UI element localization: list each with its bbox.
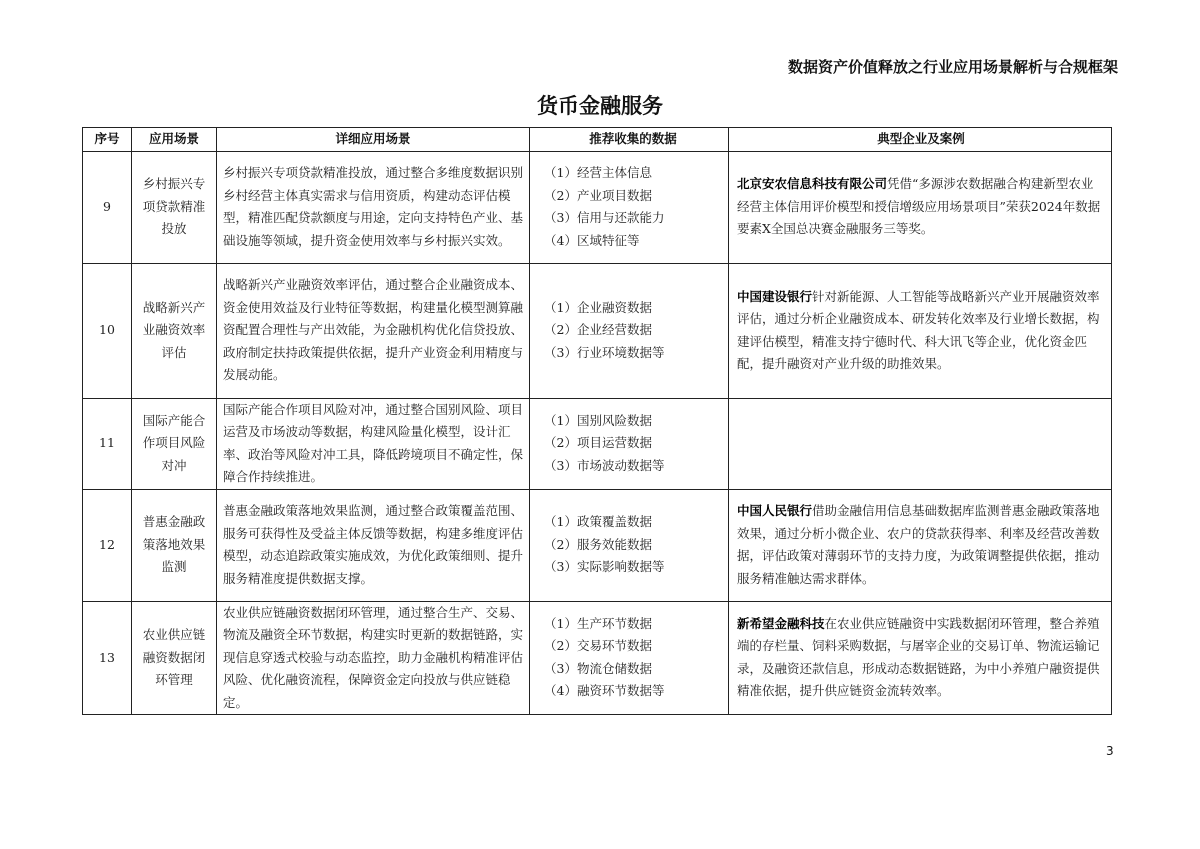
detail-cell: 普惠金融政策落地效果监测，通过整合政策覆盖范围、服务可获得性及受益主体反馈等数据，构建多维度评估模型，动态追踪政策实施成效，为优化政策细则、提升服务精准度提供数据支撑。 xyxy=(217,489,530,601)
data-cell xyxy=(530,398,729,489)
table-row xyxy=(83,151,1112,263)
case-cell xyxy=(729,489,1112,601)
company-name: 中国建设银行 xyxy=(737,288,813,304)
row-number: 11 xyxy=(83,398,132,489)
data-cell xyxy=(530,263,729,398)
company-name: 中国人民银行 xyxy=(737,503,813,518)
scene-cell: 普惠金融政策落地效果监测 xyxy=(132,489,217,601)
scenario-table xyxy=(82,127,1112,715)
data-item: （4）融资环节数据等 xyxy=(544,683,665,699)
detail-cell: 乡村振兴专项贷款精准投放，通过整合多维度数据识别乡村经营主体真实需求与信用资质，构建动态评估模型，精准匹配贷款额度与用途，定向支持特色产业、基础设施等领域，提升资金使用效率与乡村振兴实效。 xyxy=(217,151,530,263)
data-item: （3）信用与还款能力 xyxy=(544,210,665,225)
case-text: 针对新能源、人工智能等战略新兴产业开展融资效率评估，通过分析企业融资成本、研发转化效率及行业增长数据，构建评估模型，精准支持宁德时代、科大讯飞等企业，优化资金匹配，提升融资对产业升级的助推效果。 xyxy=(737,288,1100,371)
detail-cell: 战略新兴产业融资效率评估，通过整合企业融资成本、资金使用效益及行业特征等数据，构建量化模型测算融资配置合理性与产出效能，为金融机构优化信贷投放、政府制定扶持政策提供依据，提升产业资金利用精度与发展动能。 xyxy=(217,263,530,398)
scene-cell: 国际产能合作项目风险对冲 xyxy=(132,398,217,489)
data-item: （2）企业经营数据 xyxy=(544,322,652,338)
case-cell xyxy=(729,151,1112,263)
table-row xyxy=(83,263,1112,398)
header-scene: 应用场景 xyxy=(132,128,217,152)
detail-cell: 国际产能合作项目风险对冲，通过整合国别风险、项目运营及市场波动等数据，构建风险量化模型，设计汇率、政治等风险对冲工具，降低跨境项目不确定性，保障合作持续推进。 xyxy=(217,398,530,489)
data-item: （2）项目运营数据 xyxy=(544,435,652,451)
case-cell xyxy=(729,601,1112,715)
data-item: （2）产业项目数据 xyxy=(544,187,652,203)
data-item: （1）企业融资数据 xyxy=(544,299,652,315)
case-text: 在农业供应链融资中实践数据闭环管理，整合养殖端的存栏量、饲料采购数据，与屠宰企业的交易订单、物流运输记录，及融资还款信息，形成动态数据链路，为中小养殖户融资提供精准依据，提升供应链资金流转效率。 xyxy=(737,615,1100,699)
data-item: （3）实际影响数据等 xyxy=(544,559,665,575)
page-number: 3 xyxy=(1106,744,1114,758)
header-no: 序号 xyxy=(83,128,132,152)
case-cell xyxy=(729,263,1112,398)
data-cell xyxy=(530,489,729,601)
table-header-row xyxy=(83,128,1112,152)
data-item: （2）服务效能数据 xyxy=(544,536,652,552)
data-cell xyxy=(530,151,729,263)
row-number: 9 xyxy=(83,151,132,263)
header-detail: 详细应用场景 xyxy=(217,128,530,152)
header-data: 推荐收集的数据 xyxy=(530,128,729,152)
case-cell xyxy=(729,398,1112,489)
company-name: 新希望金融科技 xyxy=(737,615,825,631)
running-header: 数据资产价值释放之行业应用场景解析与合规框架 xyxy=(787,58,1118,76)
data-item: （3）市场波动数据等 xyxy=(544,457,665,473)
data-item: （1）经营主体信息 xyxy=(544,165,652,180)
case-text: 凭借“多源涉农数据融合构建新型农业经营主体信用评价模型和授信增级应用场景项目”荣获2024年数据要素X全国总决赛金融服务三等奖。 xyxy=(737,176,1101,237)
case-text: 借助金融信用信息基础数据库监测普惠金融政策落地效果，通过分析小微企业、农户的贷款获得率、利率及经营改善数据，评估政策对薄弱环节的支持力度，为政策调整提供依据，推动服务精准触达需求群体。 xyxy=(737,503,1100,586)
header-case: 典型企业及案例 xyxy=(729,128,1112,152)
row-number: 12 xyxy=(83,489,132,601)
data-item: （4）区域特征等 xyxy=(544,232,640,248)
scene-cell: 战略新兴产业融资效率评估 xyxy=(132,263,217,398)
company-name: 北京安农信息科技有限公司 xyxy=(737,176,888,192)
table-row xyxy=(83,489,1112,601)
detail-cell: 农业供应链融资数据闭环管理，通过整合生产、交易、物流及融资全环节数据，构建实时更新的数据链路，实现信息穿透式校验与动态监控，助力金融机构精准评估风险、优化融资流程，保障资金定向投放与供应链稳定。 xyxy=(217,601,530,715)
table-row xyxy=(83,398,1112,489)
page-title: 货币金融服务 xyxy=(537,94,663,118)
data-item: （1）生产环节数据 xyxy=(544,615,652,631)
row-number: 10 xyxy=(83,263,132,398)
table-row xyxy=(83,601,1112,715)
row-number: 13 xyxy=(83,601,132,715)
data-item: （3）物流仓储数据 xyxy=(544,660,652,676)
data-item: （3）行业环境数据等 xyxy=(544,344,665,360)
scene-cell: 乡村振兴专项贷款精准投放 xyxy=(132,151,217,263)
scene-cell: 农业供应链融资数据闭环管理 xyxy=(132,601,217,715)
data-item: （1）国别风险数据 xyxy=(544,412,652,428)
data-item: （2）交易环节数据 xyxy=(544,638,652,654)
data-item: （1）政策覆盖数据 xyxy=(544,514,652,530)
data-cell xyxy=(530,601,729,715)
